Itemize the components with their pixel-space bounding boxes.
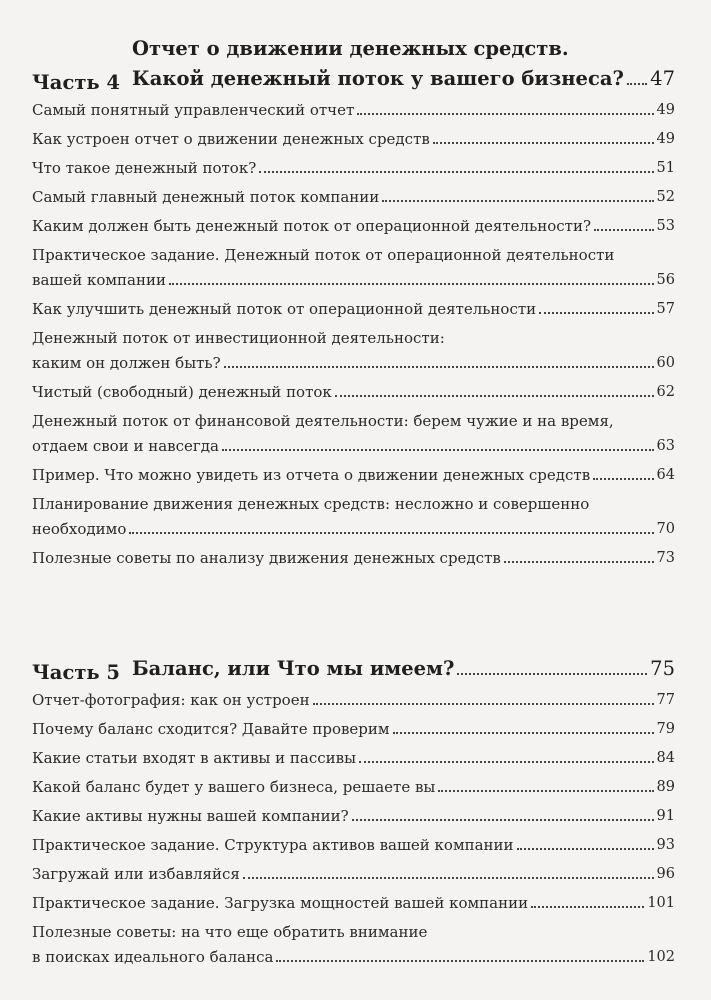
dot-leader [335, 395, 654, 397]
toc-entry-page: 91 [656, 808, 675, 824]
part-4-page: 47 [650, 67, 675, 90]
toc-entry-title: Какие активы нужны вашей компании? [32, 807, 349, 825]
toc-entry-row [32, 127, 675, 152]
toc-entry-page: 70 [656, 521, 675, 537]
toc-entry-page: 49 [656, 131, 675, 147]
toc-entry-title-line-1: Практическое задание. Денежный поток от операционной деятельности [32, 246, 615, 264]
toc-entry-row [32, 746, 675, 771]
dot-leader [517, 848, 654, 850]
toc-entry-title-line-1: Денежный поток от финансовой деятельности: берем чужие и на время, [32, 412, 614, 430]
toc-entry-title: Самый главный денежный поток компании [32, 188, 380, 206]
toc-entry-page: 96 [656, 866, 675, 882]
toc-entry [32, 492, 675, 542]
toc-entry [32, 156, 675, 181]
dot-leader [539, 312, 653, 314]
toc-entry-row [32, 775, 675, 800]
toc-entry-title: Как улучшить денежный поток от операционной деятельности [32, 300, 537, 318]
toc-entry [32, 185, 675, 210]
toc-entry-page: 93 [656, 837, 675, 853]
part-5-heading [32, 654, 675, 684]
toc-entry [32, 833, 675, 858]
toc-entry-title: необходимо [32, 520, 127, 538]
toc-entry-row [32, 688, 675, 713]
dot-leader [593, 478, 653, 480]
toc-entry-title: Практическое задание. Загрузка мощностей вашей компании [32, 894, 529, 912]
part-4-number: Часть 4 [32, 71, 120, 94]
dot-leader [222, 449, 654, 451]
toc-entry-title: Каким должен быть денежный поток от операционной деятельности? [32, 217, 592, 235]
toc-entry-title-line-1: Планирование движения денежных средств: несложно и совершенно [32, 495, 590, 513]
dot-leader [276, 960, 644, 962]
toc-entry-title: отдаем свои и навсегда [32, 437, 219, 455]
toc-entry-title: Какой баланс будет у вашего бизнеса, решаете вы [32, 778, 436, 796]
dot-leader [357, 113, 653, 115]
dot-leader [504, 561, 654, 563]
part-5-title: Баланс, или Что мы имеем? [132, 657, 455, 680]
toc-entry-title: вашей компании [32, 271, 166, 289]
toc-entry [32, 243, 675, 293]
toc-entry-title-line-1: Полезные советы: на что еще обратить внимание [32, 923, 428, 941]
dot-leader [457, 673, 647, 675]
toc-entry [32, 804, 675, 829]
dot-leader [169, 283, 654, 285]
toc-entry-title: Загружай или избавляйся [32, 865, 240, 883]
toc-entry [32, 775, 675, 800]
part-4-heading [32, 34, 675, 94]
toc-entry-row [32, 380, 675, 405]
toc-entry-row [32, 804, 675, 829]
dot-leader [359, 761, 654, 763]
toc-entry [32, 862, 675, 887]
dot-leader [531, 906, 644, 908]
toc-entry-title-line-1: Денежный поток от инвестиционной деятельности: [32, 329, 445, 347]
toc-entry-row [32, 546, 675, 571]
dot-leader [438, 790, 653, 792]
toc-entry-page: 63 [656, 438, 675, 454]
toc-entry-page: 89 [656, 779, 675, 795]
toc-entry-page: 79 [656, 721, 675, 737]
toc-entry-page: 49 [656, 102, 675, 118]
toc-entry-page: 62 [656, 384, 675, 400]
toc-entry-page: 101 [647, 895, 675, 911]
dot-leader [393, 732, 654, 734]
toc-entry-page: 51 [656, 160, 675, 176]
dot-leader [243, 877, 654, 879]
toc-entry-row [32, 717, 675, 742]
dot-leader [259, 171, 653, 173]
toc-entry-title: Какие статьи входят в активы и пассивы [32, 749, 357, 767]
toc-entry [32, 891, 675, 916]
toc-entry [32, 297, 675, 322]
toc-entry-row [32, 351, 675, 376]
toc-entry-page: 60 [656, 355, 675, 371]
toc-entry-row [32, 517, 675, 542]
dot-leader [594, 229, 654, 231]
toc-entry-title: Почему баланс сходится? Давайте проверим [32, 720, 390, 738]
dot-leader [382, 200, 653, 202]
toc-entry [32, 688, 675, 713]
dot-leader [224, 366, 654, 368]
toc-entry [32, 546, 675, 571]
toc-entry [32, 326, 675, 376]
toc-entry-row [32, 297, 675, 322]
toc-entry-title: Что такое денежный поток? [32, 159, 257, 177]
toc-entry [32, 746, 675, 771]
toc-entry-page: 57 [656, 301, 675, 317]
toc-entry-title: в поисках идеального баланса [32, 948, 274, 966]
toc-entry-page: 77 [656, 692, 675, 708]
toc-entry [32, 717, 675, 742]
toc-entry [32, 127, 675, 152]
dot-leader [129, 532, 653, 534]
toc-entry-title: Самый понятный управленческий отчет [32, 101, 355, 119]
toc-entry-row [32, 98, 675, 123]
dot-leader [313, 703, 654, 705]
part-5-number: Часть 5 [32, 661, 120, 684]
toc-entry [32, 98, 675, 123]
toc-entry-page: 84 [656, 750, 675, 766]
toc-entry [32, 409, 675, 459]
toc-entry-title: Чистый (свободный) денежный поток [32, 383, 332, 401]
toc-entry-page: 56 [656, 272, 675, 288]
dot-leader [627, 83, 647, 85]
toc-entry-row [32, 833, 675, 858]
toc-entry-title: каким он должен быть? [32, 354, 221, 372]
toc-entry-row [32, 214, 675, 239]
toc-entry-page: 53 [656, 218, 675, 234]
part-5-page: 75 [650, 657, 675, 680]
toc-entry-page: 64 [656, 467, 675, 483]
toc-entry-page: 102 [647, 949, 675, 965]
toc-entry-title: Практическое задание. Структура активов вашей компании [32, 836, 514, 854]
toc-entry-row [32, 156, 675, 181]
toc-entry-page: 73 [656, 550, 675, 566]
toc-entry-row [32, 268, 675, 293]
part-5-entries [32, 688, 675, 970]
dot-leader [352, 819, 654, 821]
toc-entry-row [32, 185, 675, 210]
part-4-title-line-2: Какой денежный поток у вашего бизнеса? [132, 67, 624, 90]
toc-entry-title: Полезные советы по анализу движения денежных средств [32, 549, 501, 567]
toc-entry [32, 214, 675, 239]
toc-entry [32, 920, 675, 970]
toc-entry [32, 463, 675, 488]
toc-entry-title: Пример. Что можно увидеть из отчета о движении денежных средств [32, 466, 591, 484]
toc-entry-title: Как устроен отчет о движении денежных средств [32, 130, 430, 148]
part-4-entries [32, 98, 675, 571]
toc-entry-row [32, 945, 675, 970]
toc-entry-row [32, 463, 675, 488]
toc-entry-row [32, 434, 675, 459]
toc-entry-row [32, 891, 675, 916]
toc-entry [32, 380, 675, 405]
dot-leader [433, 142, 654, 144]
toc-part-4 [32, 34, 675, 571]
toc-entry-row [32, 862, 675, 887]
toc-entry-title: Отчет-фотография: как он устроен [32, 691, 310, 709]
toc-part-5 [32, 654, 675, 970]
toc-entry-page: 52 [656, 189, 675, 205]
part-4-title-line-1: Отчет о движении денежных средств. [132, 37, 569, 60]
